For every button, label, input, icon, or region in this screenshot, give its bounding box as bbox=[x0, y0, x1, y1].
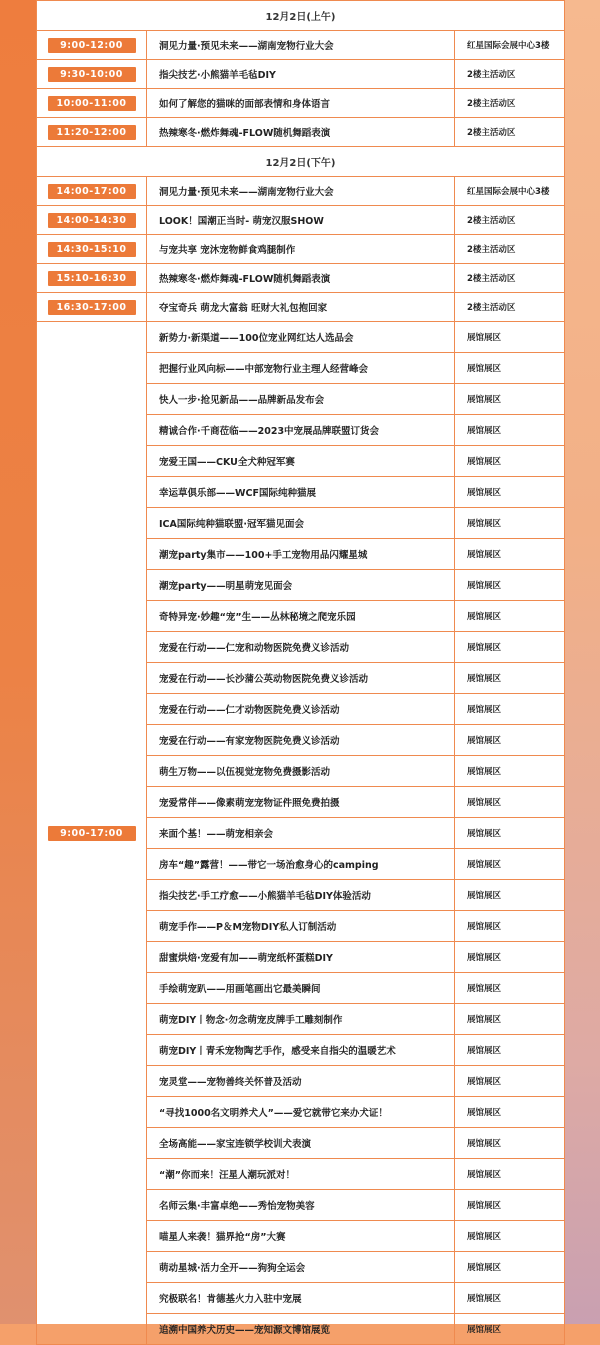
allday-time-badge: 9:00-17:00 bbox=[48, 826, 136, 841]
time-badge: 15:10-16:30 bbox=[48, 271, 136, 286]
event-location: 展馆展区 bbox=[455, 601, 565, 632]
event-name: 房车“趣”露营！——带它一场治愈身心的camping bbox=[147, 849, 455, 880]
morning-header: 12月2日(上午) bbox=[37, 1, 565, 31]
afternoon-row bbox=[37, 235, 565, 264]
event-name: 宠爱常伴——像素萌宠宠物证件照免费拍摄 bbox=[147, 787, 455, 818]
time-badge: 10:00-11:00 bbox=[48, 96, 136, 111]
event-name: 甜蜜烘焙·宠爱有加——萌宠纸杯蛋糕DIY bbox=[147, 942, 455, 973]
event-name: 追溯中国养犬历史——宠知源文博馆展览 bbox=[147, 1314, 455, 1345]
event-location: 红星国际会展中心3楼 bbox=[455, 31, 565, 60]
afternoon-row bbox=[37, 264, 565, 293]
event-location: 展馆展区 bbox=[455, 911, 565, 942]
time-cell bbox=[37, 293, 147, 322]
afternoon-row bbox=[37, 206, 565, 235]
event-name: 如何了解您的猫咪的面部表情和身体语言 bbox=[147, 89, 455, 118]
event-name: 潮宠party——明星萌宠见面会 bbox=[147, 570, 455, 601]
event-location: 2楼主活动区 bbox=[455, 89, 565, 118]
time-cell bbox=[37, 264, 147, 293]
event-location: 2楼主活动区 bbox=[455, 293, 565, 322]
time-cell bbox=[37, 177, 147, 206]
event-location: 展馆展区 bbox=[455, 570, 565, 601]
event-location: 2楼主活动区 bbox=[455, 264, 565, 293]
event-location: 展馆展区 bbox=[455, 663, 565, 694]
event-location: 展馆展区 bbox=[455, 694, 565, 725]
event-name: 宠爱在行动——长沙蒲公英动物医院免费义诊活动 bbox=[147, 663, 455, 694]
time-cell bbox=[37, 235, 147, 264]
event-name: 指尖技艺·手工疗愈——小熊猫羊毛毡DIY体验活动 bbox=[147, 880, 455, 911]
event-location: 展馆展区 bbox=[455, 849, 565, 880]
afternoon-row bbox=[37, 293, 565, 322]
time-badge: 14:00-14:30 bbox=[48, 213, 136, 228]
event-location: 2楼主活动区 bbox=[455, 60, 565, 89]
event-name: 潮宠party集市——100+手工宠物用品闪耀星城 bbox=[147, 539, 455, 570]
event-location: 展馆展区 bbox=[455, 477, 565, 508]
event-location: 展馆展区 bbox=[455, 539, 565, 570]
event-name: 洞见力量·预见未来——湖南宠物行业大会 bbox=[147, 177, 455, 206]
event-name: 热辣寒冬·燃炸舞魂-FLOW随机舞蹈表演 bbox=[147, 118, 455, 147]
event-location: 展馆展区 bbox=[455, 353, 565, 384]
afternoon-header: 12月2日(下午) bbox=[37, 147, 565, 177]
event-location: 展馆展区 bbox=[455, 1314, 565, 1345]
event-location: 展馆展区 bbox=[455, 973, 565, 1004]
event-location: 展馆展区 bbox=[455, 322, 565, 353]
event-location: 2楼主活动区 bbox=[455, 235, 565, 264]
event-name: 萌宠DIY丨物念·勿念萌宠皮牌手工雕刻制作 bbox=[147, 1004, 455, 1035]
event-name: 萌动星城·活力全开——狗狗全运会 bbox=[147, 1252, 455, 1283]
event-location: 展馆展区 bbox=[455, 880, 565, 911]
event-name: 萌生万物——以伍视觉宠物免费摄影活动 bbox=[147, 756, 455, 787]
event-location: 展馆展区 bbox=[455, 1283, 565, 1314]
morning-row bbox=[37, 31, 565, 60]
event-location: 展馆展区 bbox=[455, 1190, 565, 1221]
allday-row bbox=[37, 322, 565, 353]
event-name: 名师云集·丰富卓绝——秀怡宠物美容 bbox=[147, 1190, 455, 1221]
event-name: 宠爱在行动——仁宠和动物医院免费义诊活动 bbox=[147, 632, 455, 663]
time-badge: 11:20-12:00 bbox=[48, 125, 136, 140]
time-badge: 14:00-17:00 bbox=[48, 184, 136, 199]
event-location: 展馆展区 bbox=[455, 384, 565, 415]
event-name: 宠爱在行动——仁才动物医院免费义诊活动 bbox=[147, 694, 455, 725]
time-badge: 14:30-15:10 bbox=[48, 242, 136, 257]
event-name: 幸运草俱乐部——WCF国际纯种猫展 bbox=[147, 477, 455, 508]
event-location: 展馆展区 bbox=[455, 632, 565, 663]
event-name: 与宠共享 宠沐宠物鲜食鸡腿制作 bbox=[147, 235, 455, 264]
time-cell bbox=[37, 60, 147, 89]
event-location: 2楼主活动区 bbox=[455, 206, 565, 235]
event-location: 展馆展区 bbox=[455, 1097, 565, 1128]
event-name: 热辣寒冬·燃炸舞魂-FLOW随机舞蹈表演 bbox=[147, 264, 455, 293]
event-name: 全场高能——家宝连锁学校训犬表演 bbox=[147, 1128, 455, 1159]
event-location: 展馆展区 bbox=[455, 725, 565, 756]
allday-time-cell bbox=[37, 322, 147, 1345]
event-location: 2楼主活动区 bbox=[455, 118, 565, 147]
event-name: 手绘萌宠趴——用画笔画出它最美瞬间 bbox=[147, 973, 455, 1004]
morning-row bbox=[37, 60, 565, 89]
event-location: 展馆展区 bbox=[455, 942, 565, 973]
event-location: 展馆展区 bbox=[455, 508, 565, 539]
event-name: 宠爱在行动——有家宠物医院免费义诊活动 bbox=[147, 725, 455, 756]
event-name: 指尖技艺·小熊猫羊毛毡DIY bbox=[147, 60, 455, 89]
time-badge: 9:00-12:00 bbox=[48, 38, 136, 53]
event-location: 红星国际会展中心3楼 bbox=[455, 177, 565, 206]
event-name: ICA国际纯种猫联盟·冠军猫见面会 bbox=[147, 508, 455, 539]
event-name: “潮”你而来！汪星人潮玩派对！ bbox=[147, 1159, 455, 1190]
event-name: 精诚合作·千商莅临——2023中宠展品牌联盟订货会 bbox=[147, 415, 455, 446]
event-location: 展馆展区 bbox=[455, 1252, 565, 1283]
schedule-body bbox=[37, 1, 565, 1345]
event-location: 展馆展区 bbox=[455, 1128, 565, 1159]
event-location: 展馆展区 bbox=[455, 1035, 565, 1066]
left-gradient-border bbox=[0, 0, 36, 1324]
morning-header-row bbox=[37, 1, 565, 31]
event-name: 萌宠DIY丨青禾宠物陶艺手作，感受来自指尖的温暖艺术 bbox=[147, 1035, 455, 1066]
event-location: 展馆展区 bbox=[455, 756, 565, 787]
event-name: 喵星人来袭！猫界抢“房”大赛 bbox=[147, 1221, 455, 1252]
event-location: 展馆展区 bbox=[455, 1159, 565, 1190]
event-location: 展馆展区 bbox=[455, 415, 565, 446]
event-name: 夺宝奇兵 萌龙大富翁 旺财大礼包抱回家 bbox=[147, 293, 455, 322]
time-badge: 16:30-17:00 bbox=[48, 300, 136, 315]
time-cell bbox=[37, 89, 147, 118]
event-name: 宠灵堂——宠物善终关怀普及活动 bbox=[147, 1066, 455, 1097]
event-name: 萌宠手作——P＆M宠物DIY私人订制活动 bbox=[147, 911, 455, 942]
time-cell bbox=[37, 118, 147, 147]
event-name: 究极联名！肯德基火力入驻中宠展 bbox=[147, 1283, 455, 1314]
time-cell bbox=[37, 206, 147, 235]
time-cell bbox=[37, 31, 147, 60]
event-name: “寻找1000名文明养犬人”——爱它就带它来办犬证！ bbox=[147, 1097, 455, 1128]
afternoon-header-row bbox=[37, 147, 565, 177]
event-name: 奇特异宠·妙趣“宠”生——丛林秘境之爬宠乐园 bbox=[147, 601, 455, 632]
morning-row bbox=[37, 118, 565, 147]
time-badge: 9:30-10:00 bbox=[48, 67, 136, 82]
event-name: 洞见力量·预见未来——湖南宠物行业大会 bbox=[147, 31, 455, 60]
event-name: 来面个基！——萌宠相亲会 bbox=[147, 818, 455, 849]
event-location: 展馆展区 bbox=[455, 1221, 565, 1252]
event-name: LOOK！国潮正当时- 萌宠汉服SHOW bbox=[147, 206, 455, 235]
event-location: 展馆展区 bbox=[455, 787, 565, 818]
schedule-sheet bbox=[36, 0, 564, 1336]
event-name: 新势力·新渠道——100位宠业网红达人选品会 bbox=[147, 322, 455, 353]
event-name: 把握行业风向标——中部宠物行业主理人经营峰会 bbox=[147, 353, 455, 384]
morning-row bbox=[37, 89, 565, 118]
event-location: 展馆展区 bbox=[455, 818, 565, 849]
event-name: 快人一步·抢见新品——品牌新品发布会 bbox=[147, 384, 455, 415]
event-name: 宠爱王国——CKU全犬种冠军赛 bbox=[147, 446, 455, 477]
right-gradient-border bbox=[564, 0, 600, 1324]
afternoon-row bbox=[37, 177, 565, 206]
event-location: 展馆展区 bbox=[455, 1066, 565, 1097]
schedule-table bbox=[36, 0, 565, 1345]
event-location: 展馆展区 bbox=[455, 1004, 565, 1035]
event-location: 展馆展区 bbox=[455, 446, 565, 477]
